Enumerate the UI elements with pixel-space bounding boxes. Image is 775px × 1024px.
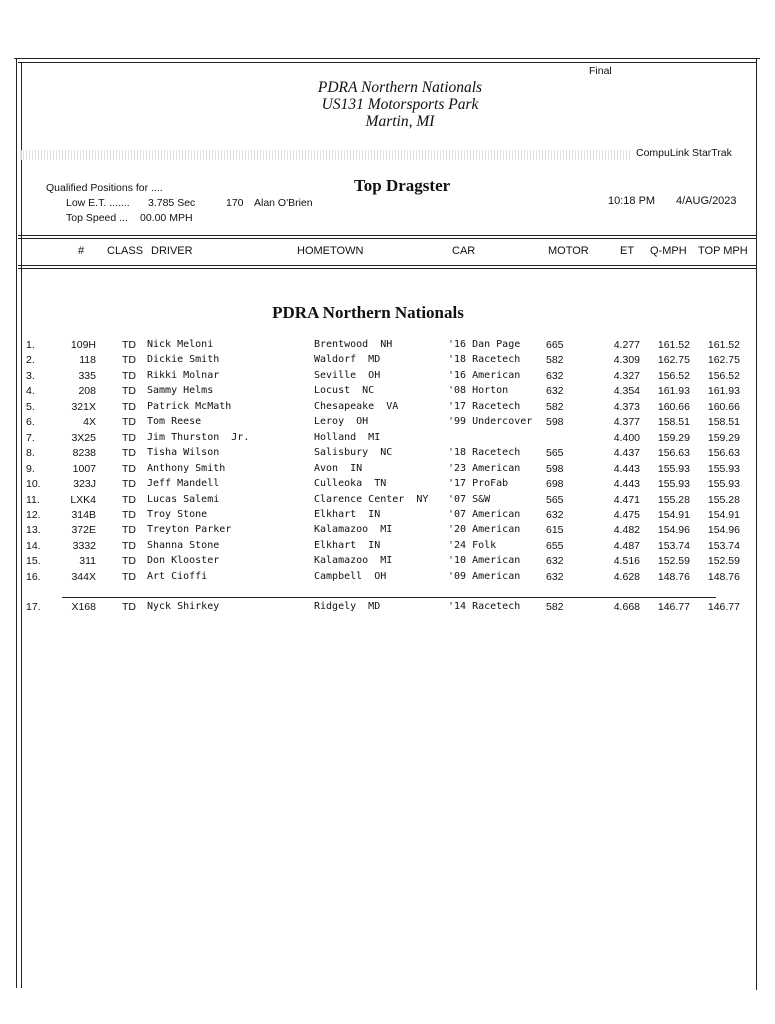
row-position: 5. [26,401,35,413]
row-et: 4.443 [613,478,640,490]
row-car-number: 335 [78,370,96,382]
status-label: Final [589,65,612,77]
row-class: TD [122,540,136,552]
col-header-number: # [78,245,85,257]
row-top-mph: 161.93 [707,385,740,397]
row-hometown: Waldorf MD [314,354,381,365]
row-motor: 598 [546,416,564,428]
low-et-driver: Alan O'Brien [254,197,313,209]
row-car: '17 Racetech [448,401,521,412]
top-speed-label: Top Speed ... [66,212,128,224]
row-driver: Tom Reese [147,416,202,427]
row-et: 4.443 [613,463,640,475]
table-row [0,401,775,416]
row-position: 15. [26,555,41,567]
frame-top-line [14,58,760,59]
row-car: '09 American [448,571,521,582]
row-car: '14 Racetech [448,601,521,612]
row-top-mph: 152.59 [707,555,740,567]
row-driver: Nick Meloni [147,339,214,350]
row-hometown: Holland MI [314,432,381,443]
row-driver: Shanna Stone [147,540,220,551]
row-position: 10. [26,478,41,490]
row-position: 16. [26,571,41,583]
row-car: '08 Horton [448,385,509,396]
row-car: '16 Dan Page [448,339,521,350]
row-hometown: Brentwood NH [314,339,393,350]
row-hometown: Kalamazoo MI [314,524,393,535]
row-driver: Troy Stone [147,509,208,520]
row-q-mph: 153.74 [657,540,690,552]
row-car: '07 S&W [448,494,491,505]
row-et: 4.327 [613,370,640,382]
row-class: TD [122,416,136,428]
table-row [0,494,775,509]
row-car: '24 Folk [448,540,497,551]
header-rule-top-2 [18,238,756,239]
col-header-et: ET [620,245,635,257]
header-rule-bottom [18,265,756,266]
row-et: 4.373 [613,401,640,413]
col-header-qmph: Q-MPH [650,245,687,257]
row-motor: 615 [546,524,564,536]
row-top-mph: 156.63 [707,447,740,459]
row-motor: 565 [546,447,564,459]
row-driver: Art Cioffi [147,571,208,582]
row-et: 4.668 [613,601,640,613]
row-car: '16 American [448,370,521,381]
row-driver: Sammy Helms [147,385,214,396]
col-header-hometown: HOMETOWN [297,245,364,257]
col-header-top-mph: TOP MPH [698,245,748,257]
row-q-mph: 160.66 [657,401,690,413]
top-speed-value: 00.00 MPH [140,212,193,224]
row-class: TD [122,463,136,475]
results-divider [62,597,716,598]
row-position: 7. [26,432,35,444]
row-q-mph: 158.51 [657,416,690,428]
row-car-number: 372E [71,524,96,536]
row-driver: Anthony Smith [147,463,226,474]
row-class: TD [122,432,136,444]
table-row [0,370,775,385]
row-top-mph: 155.93 [707,463,740,475]
row-et: 4.377 [613,416,640,428]
row-car-number: X168 [71,601,96,613]
row-top-mph: 160.66 [707,401,740,413]
table-row [0,447,775,462]
frame-top-line-inner [18,62,756,63]
row-q-mph: 162.75 [657,354,690,366]
table-row [0,463,775,478]
low-et-value: 3.785 Sec [148,197,196,209]
table-row [0,354,775,369]
row-position: 17. [26,601,41,613]
table-row [0,571,775,586]
row-top-mph: 154.96 [707,524,740,536]
row-q-mph: 146.77 [657,601,690,613]
venue-name: US131 Motorsports Park [321,96,479,113]
row-position: 13. [26,524,41,536]
table-row [0,524,775,539]
row-driver: Jim Thurston Jr. [147,432,250,443]
row-motor: 565 [546,494,564,506]
row-class: TD [122,401,136,413]
row-car: '18 Racetech [448,447,521,458]
row-q-mph: 152.59 [657,555,690,567]
row-hometown: Elkhart IN [314,509,381,520]
class-title: Top Dragster [354,176,451,195]
row-class: TD [122,354,136,366]
row-hometown: Avon IN [314,463,363,474]
row-driver: Don Klooster [147,555,220,566]
row-top-mph: 155.93 [707,478,740,490]
row-car-number: 323J [73,478,96,490]
row-top-mph: 148.76 [707,571,740,583]
row-hometown: Elkhart IN [314,540,381,551]
row-class: TD [122,601,136,613]
row-motor: 632 [546,571,564,583]
row-et: 4.482 [613,524,640,536]
row-car: '20 American [448,524,521,535]
row-position: 1. [26,339,35,351]
table-row [0,555,775,570]
row-hometown: Ridgely MD [314,601,381,612]
row-top-mph: 156.52 [707,370,740,382]
row-class: TD [122,571,136,583]
row-q-mph: 161.93 [657,385,690,397]
row-position: 11. [26,494,40,506]
row-position: 4. [26,385,35,397]
row-car-number: 208 [78,385,96,397]
row-driver: Rikki Molnar [147,370,220,381]
row-car-number: 3X25 [71,432,96,444]
row-car-number: 321X [71,401,96,413]
row-hometown: Culleoka TN [314,478,387,489]
row-car: '17 ProFab [448,478,509,489]
row-motor: 582 [546,401,564,413]
row-motor: 665 [546,339,564,351]
row-class: TD [122,478,136,490]
row-position: 6. [26,416,35,428]
table-row [0,432,775,447]
row-driver: Patrick McMath [147,401,232,412]
row-driver: Nyck Shirkey [147,601,220,612]
header-rule-top [18,235,756,236]
row-car: '10 American [448,555,521,566]
table-row [0,385,775,400]
report-date: 4/AUG/2023 [676,195,737,207]
row-et: 4.309 [613,354,640,366]
row-q-mph: 155.93 [657,478,690,490]
qualified-positions-label: Qualified Positions for .... [46,182,163,194]
row-position: 8. [26,447,35,459]
row-car: '18 Racetech [448,354,521,365]
row-top-mph: 153.74 [707,540,740,552]
row-q-mph: 159.29 [657,432,690,444]
row-q-mph: 154.91 [657,509,690,521]
row-motor: 632 [546,370,564,382]
row-driver: Treyton Parker [147,524,232,535]
row-et: 4.437 [613,447,640,459]
row-motor: 632 [546,555,564,567]
event-title: PDRA Northern Nationals [317,79,483,96]
row-car-number: 4X [83,416,96,428]
row-q-mph: 154.96 [657,524,690,536]
row-car: '07 American [448,509,521,520]
row-position: 2. [26,354,35,366]
low-et-car: 170 [226,197,244,209]
row-car-number: 109H [70,339,96,351]
row-q-mph: 155.93 [657,463,690,475]
row-position: 9. [26,463,35,475]
row-hometown: Seville OH [314,370,381,381]
row-class: TD [122,370,136,382]
row-et: 4.354 [613,385,640,397]
row-hometown: Clarence Center NY [314,494,429,505]
timing-system-label: CompuLink StarTrak [636,147,732,159]
row-top-mph: 154.91 [707,509,740,521]
row-class: TD [122,447,136,459]
row-q-mph: 156.63 [657,447,690,459]
row-q-mph: 148.76 [657,571,690,583]
row-car-number: 8238 [72,447,96,459]
row-car: '99 Undercover [448,416,533,427]
row-motor: 598 [546,463,564,475]
row-top-mph: 158.51 [707,416,740,428]
row-hometown: Kalamazoo MI [314,555,393,566]
row-et: 4.628 [613,571,640,583]
table-row [0,509,775,524]
row-class: TD [122,339,136,351]
row-top-mph: 162.75 [707,354,740,366]
row-car-number: 311 [79,555,96,567]
col-header-motor: MOTOR [548,245,589,257]
table-row [0,601,775,616]
row-top-mph: 161.52 [707,339,740,351]
row-position: 3. [26,370,35,382]
row-motor: 632 [546,509,564,521]
row-et: 4.487 [613,540,640,552]
row-driver: Lucas Salemi [147,494,220,505]
row-class: TD [122,509,136,521]
row-position: 12. [26,509,41,521]
row-class: TD [122,385,136,397]
row-hometown: Leroy OH [314,416,369,427]
row-class: TD [122,555,136,567]
table-row [0,478,775,493]
row-motor: 582 [546,601,564,613]
row-motor: 655 [546,540,564,552]
table-row [0,339,775,354]
row-driver: Jeff Mandell [147,478,220,489]
row-class: TD [122,494,136,506]
col-header-car: CAR [452,245,476,257]
row-q-mph: 155.28 [657,494,690,506]
report-time: 10:18 PM [608,195,656,207]
dither-band [20,150,632,160]
row-hometown: Salisbury NC [314,447,393,458]
section-title: PDRA Northern Nationals [272,303,464,322]
col-header-class: CLASS [107,245,144,257]
row-et: 4.400 [613,432,640,444]
row-hometown: Campbell OH [314,571,387,582]
header-rule-bottom-2 [18,268,756,269]
row-hometown: Locust NC [314,385,375,396]
table-row [0,540,775,555]
row-car-number: LXK4 [70,494,96,506]
col-header-driver: DRIVER [151,245,193,257]
row-car-number: 314B [71,509,96,521]
row-top-mph: 155.28 [707,494,740,506]
row-class: TD [122,524,136,536]
row-q-mph: 156.52 [657,370,690,382]
venue-location: Martin, MI [365,113,435,130]
table-row [0,416,775,431]
row-car-number: 1007 [72,463,96,475]
row-et: 4.471 [613,494,640,506]
row-car: '23 American [448,463,521,474]
row-et: 4.277 [613,339,640,351]
row-top-mph: 159.29 [707,432,740,444]
row-et: 4.516 [613,555,640,567]
row-position: 14. [26,540,41,552]
row-driver: Tisha Wilson [147,447,220,458]
row-motor: 632 [546,385,564,397]
row-driver: Dickie Smith [147,354,220,365]
row-hometown: Chesapeake VA [314,401,399,412]
row-motor: 582 [546,354,564,366]
row-car-number: 118 [79,354,96,366]
row-et: 4.475 [613,509,640,521]
row-q-mph: 161.52 [657,339,690,351]
row-car-number: 3332 [72,540,96,552]
low-et-label: Low E.T. ....... [66,197,130,209]
row-car-number: 344X [71,571,96,583]
row-top-mph: 146.77 [707,601,740,613]
row-motor: 698 [546,478,564,490]
